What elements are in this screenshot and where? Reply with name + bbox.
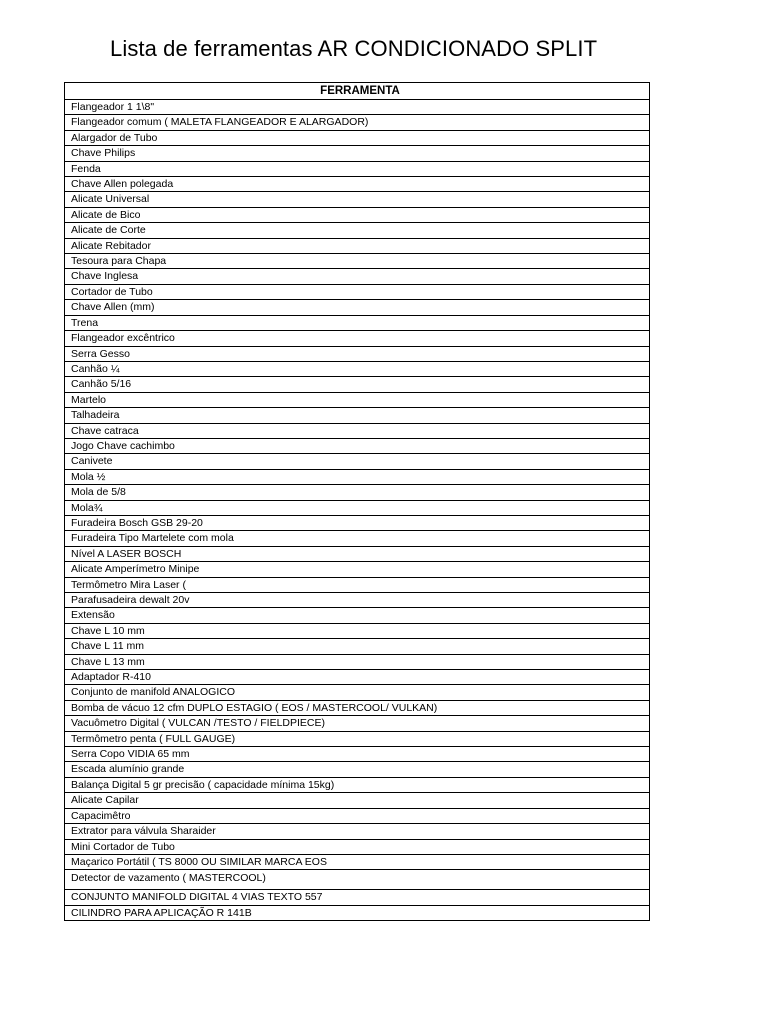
tool-name-cell: Escada alumínio grande: [65, 762, 650, 777]
table-row: [65, 438, 650, 453]
tool-name-cell: Extensão: [65, 608, 650, 623]
table-row: [65, 890, 650, 905]
tool-name-cell: Mola¾: [65, 500, 650, 515]
table-row: [65, 593, 650, 608]
table-row: [65, 346, 650, 361]
tool-name-cell: Chave L 10 mm: [65, 623, 650, 638]
table-row: [65, 824, 650, 839]
table-row: [65, 623, 650, 638]
tool-name-cell: Canhão 5/16: [65, 377, 650, 392]
table-row: [65, 377, 650, 392]
tool-name-cell: Chave Inglesa: [65, 269, 650, 284]
table-row: [65, 485, 650, 500]
tool-name-cell: Talhadeira: [65, 408, 650, 423]
table-row: [65, 192, 650, 207]
tool-name-cell: Alicate Universal: [65, 192, 650, 207]
tool-name-cell: Alicate Capilar: [65, 793, 650, 808]
table-row: [65, 870, 650, 890]
tool-name-cell: Nível A LASER BOSCH: [65, 546, 650, 561]
tool-name-cell: Cortador de Tubo: [65, 284, 650, 299]
table-row: [65, 670, 650, 685]
table-row: [65, 454, 650, 469]
table-row: [65, 685, 650, 700]
tool-name-cell: Jogo Chave cachimbo: [65, 438, 650, 453]
table-row: [65, 905, 650, 920]
table-row: [65, 808, 650, 823]
table-header-row: [65, 83, 650, 100]
tool-name-cell: Mola ½: [65, 469, 650, 484]
table-row: [65, 284, 650, 299]
table-row: [65, 639, 650, 654]
table-row: [65, 331, 650, 346]
tool-name-cell: Flangeador comum ( MALETA FLANGEADOR E ALARGADOR): [65, 115, 650, 130]
tool-name-cell: Chave Allen (mm): [65, 300, 650, 315]
table-row: [65, 762, 650, 777]
table-row: [65, 315, 650, 330]
table-row: [65, 654, 650, 669]
tool-name-cell: Adaptador R-410: [65, 670, 650, 685]
tool-name-cell: Serra Copo VIDIA 65 mm: [65, 747, 650, 762]
tool-name-cell: Mola de 5/8: [65, 485, 650, 500]
table-row: [65, 777, 650, 792]
tool-name-cell: Detector de vazamento ( MASTERCOOL): [65, 870, 650, 890]
tool-name-cell: Balança Digital 5 gr precisão ( capacidade mínima 15kg): [65, 777, 650, 792]
table-row: [65, 146, 650, 161]
tool-name-cell: Flangeador 1 1\8": [65, 100, 650, 115]
tool-name-cell: Chave Allen polegada: [65, 177, 650, 192]
tool-name-cell: Capacimêtro: [65, 808, 650, 823]
tool-name-cell: Canhão ¼: [65, 361, 650, 376]
tool-name-cell: Alicate de Corte: [65, 223, 650, 238]
table-row: [65, 716, 650, 731]
table-row: [65, 254, 650, 269]
tool-name-cell: Chave L 11 mm: [65, 639, 650, 654]
table-row: [65, 731, 650, 746]
tool-name-cell: Alargador de Tubo: [65, 130, 650, 145]
table-row: [65, 531, 650, 546]
tool-name-cell: Termômetro penta ( FULL GAUGE): [65, 731, 650, 746]
tool-name-cell: Parafusadeira dewalt 20v: [65, 593, 650, 608]
table-row: [65, 546, 650, 561]
tool-name-cell: Furadeira Bosch GSB 29-20: [65, 515, 650, 530]
table-row: [65, 469, 650, 484]
tool-name-cell: Alicate de Bico: [65, 207, 650, 222]
page-title: Lista de ferramentas AR CONDICIONADO SPLIT: [110, 36, 598, 61]
table-row: [65, 223, 650, 238]
table-row: [65, 608, 650, 623]
tool-name-cell: Mini Cortador de Tubo: [65, 839, 650, 854]
tool-name-cell: Maçarico Portátil ( TS 8000 OU SIMILAR MARCA EOS: [65, 854, 650, 869]
table-row: [65, 177, 650, 192]
table-row: [65, 207, 650, 222]
table-row: [65, 562, 650, 577]
table-row: [65, 854, 650, 869]
table-row: [65, 793, 650, 808]
table-row: [65, 300, 650, 315]
tool-name-cell: Fenda: [65, 161, 650, 176]
tool-name-cell: Conjunto de manifold ANALOGICO: [65, 685, 650, 700]
table-row: [65, 392, 650, 407]
tool-name-cell: Alicate Rebitador: [65, 238, 650, 253]
tool-name-cell: Alicate Amperímetro Minipe: [65, 562, 650, 577]
table-row: [65, 115, 650, 130]
table-row: [65, 100, 650, 115]
table-row: [65, 269, 650, 284]
tool-name-cell: Termômetro Mira Laser (: [65, 577, 650, 592]
table-row: [65, 423, 650, 438]
tool-name-cell: Canivete: [65, 454, 650, 469]
table-row: [65, 361, 650, 376]
tool-name-cell: Vacuômetro Digital ( VULCAN /TESTO / FIELDPIECE): [65, 716, 650, 731]
table-row: [65, 700, 650, 715]
table-row: [65, 161, 650, 176]
tool-name-cell: Serra Gesso: [65, 346, 650, 361]
table-row: [65, 839, 650, 854]
tools-table-body: [65, 100, 650, 921]
tool-name-cell: CILINDRO PARA APLICAÇÃO R 141B: [65, 905, 650, 920]
tool-name-cell: Chave Philips: [65, 146, 650, 161]
table-row: [65, 747, 650, 762]
table-row: [65, 577, 650, 592]
tool-name-cell: Chave L 13 mm: [65, 654, 650, 669]
tool-name-cell: Extrator para válvula Sharaider: [65, 824, 650, 839]
table-row: [65, 515, 650, 530]
tool-name-cell: Bomba de vácuo 12 cfm DUPLO ESTAGIO ( EOS / MASTERCOOL/ VULKAN): [65, 700, 650, 715]
tool-name-cell: Trena: [65, 315, 650, 330]
tool-name-cell: CONJUNTO MANIFOLD DIGITAL 4 VIAS TEXTO 557: [65, 890, 650, 905]
tool-name-cell: Chave catraca: [65, 423, 650, 438]
table-row: [65, 238, 650, 253]
tool-name-cell: Martelo: [65, 392, 650, 407]
tool-name-cell: Flangeador excêntrico: [65, 331, 650, 346]
table-row: [65, 408, 650, 423]
table-row: [65, 500, 650, 515]
table-row: [65, 130, 650, 145]
tools-table: [64, 82, 650, 921]
tool-name-cell: Furadeira Tipo Martelete com mola: [65, 531, 650, 546]
tool-name-cell: Tesoura para Chapa: [65, 254, 650, 269]
column-header-ferramenta: FERRAMENTA: [65, 83, 650, 100]
